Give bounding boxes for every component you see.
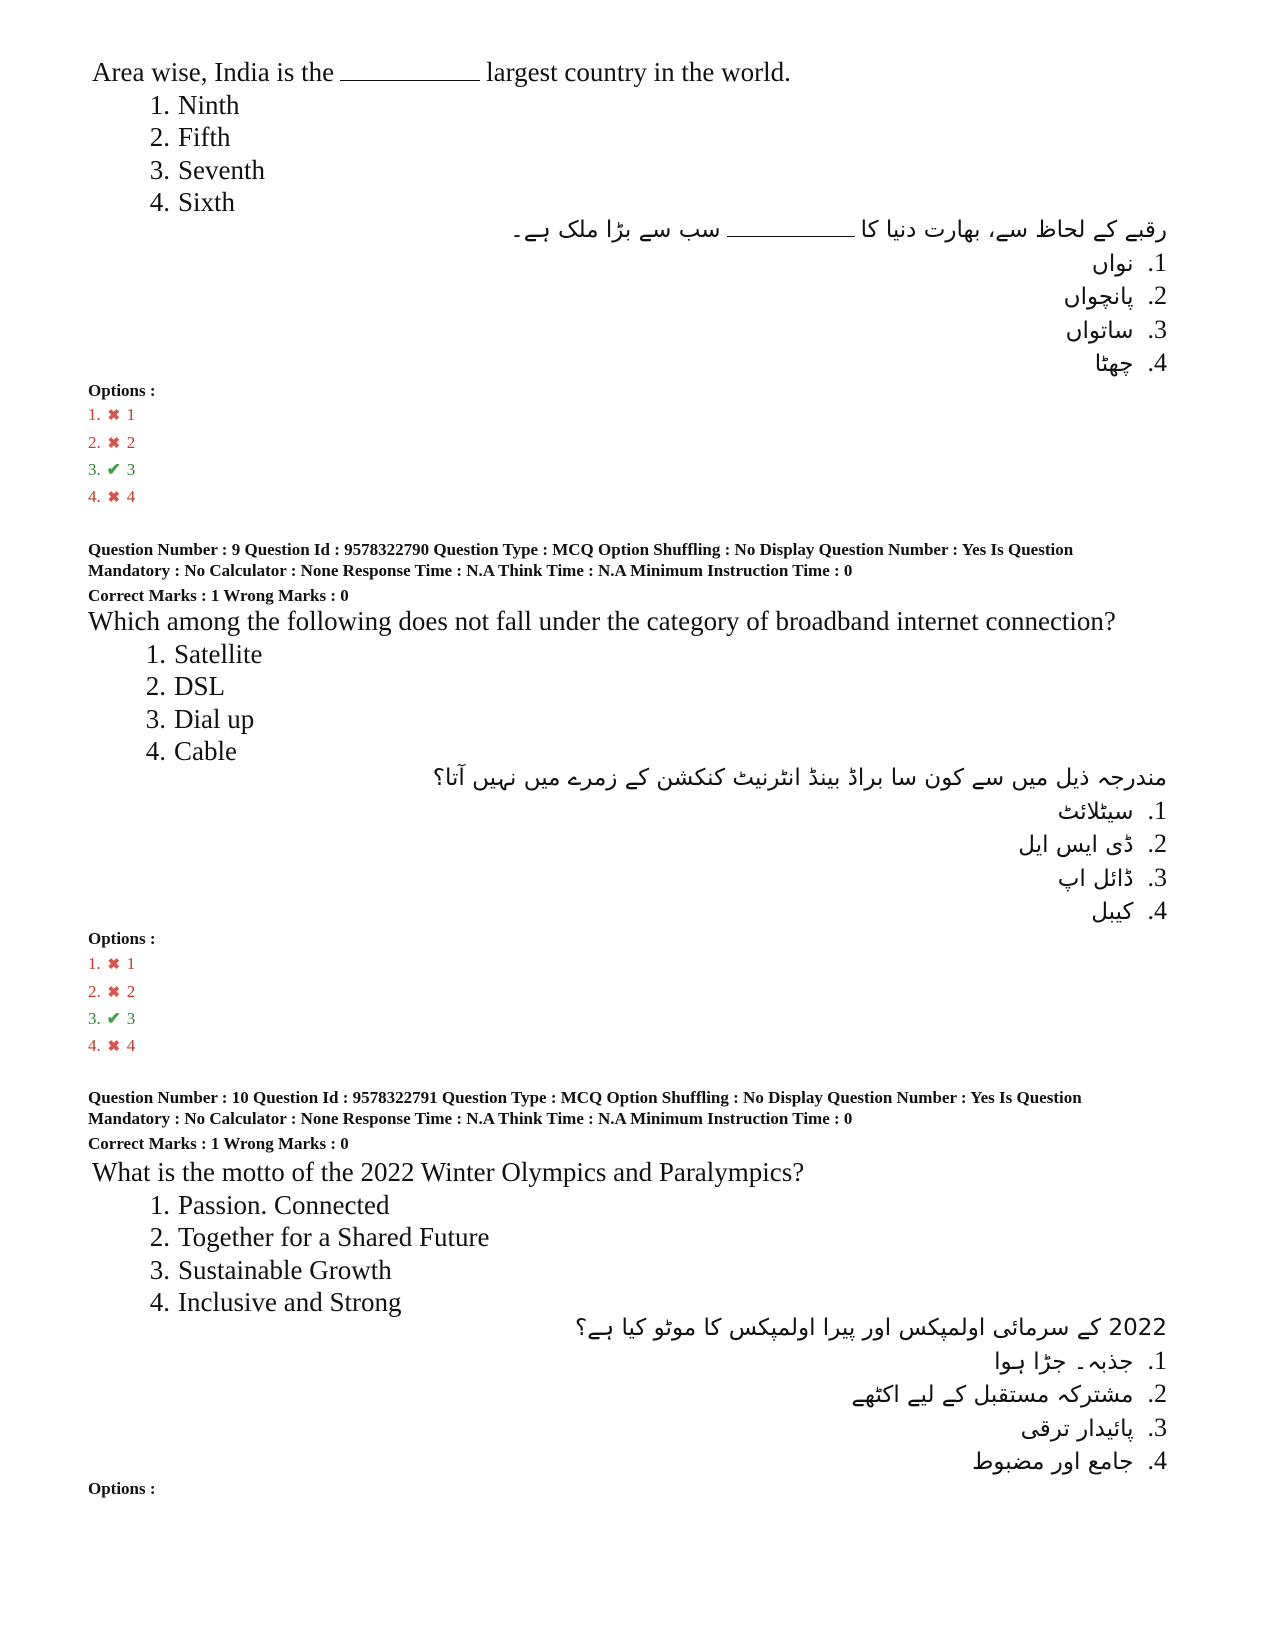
cross-icon: ✖	[107, 957, 121, 973]
list-item: 2.پانچواں	[1063, 281, 1167, 310]
answer-option: 2. ✖ 2	[88, 430, 135, 458]
list-item: 1. Ninth	[149, 89, 240, 120]
list-item: 3.ڈائل اپ	[1057, 862, 1167, 892]
fill-blank	[727, 218, 855, 237]
list-item: 4. Inclusive and Strong	[149, 1287, 402, 1317]
q8-urdu-options	[510, 247, 1167, 381]
check-icon: ✔	[106, 1009, 121, 1028]
list-item: 3. Seventh	[149, 154, 265, 185]
list-item: 2.ڈی ایس ایل	[1018, 829, 1167, 858]
answer-option-correct: 3. ✔ 3	[88, 457, 135, 484]
answer-option: 4. ✖ 4	[88, 484, 135, 512]
list-item: 3.پائیدار ترقی	[1020, 1412, 1167, 1442]
q9-options-label: Options :	[88, 929, 156, 948]
list-item: 4.کیبل	[1091, 896, 1167, 925]
answer-option: 2. ✖ 2	[88, 979, 135, 1007]
list-item: 2.مشترکہ مستقبل کے لیے اکٹھے	[851, 1379, 1167, 1408]
check-icon: ✔	[106, 460, 121, 479]
q8-answer-key	[88, 402, 135, 511]
answer-option: 1. ✖ 1	[88, 402, 135, 430]
list-item: 2. Fifth	[149, 122, 231, 152]
list-item: 4.چھٹا	[1094, 348, 1167, 377]
list-item: 3.ساتواں	[1065, 314, 1167, 344]
q10-urdu-stem: 2022 کے سرمائی اولمپکس اور پیرا اولمپکس کا موٹو کیا ہے؟	[574, 1315, 1167, 1341]
answer-option-correct: 3. ✔ 3	[88, 1006, 135, 1033]
list-item: 1.جذبہ۔ جڑا ہوا	[994, 1345, 1167, 1375]
cross-icon: ✖	[107, 408, 121, 424]
q8-options-label: Options :	[88, 381, 156, 400]
list-item: 2. Together for a Shared Future	[149, 1222, 490, 1252]
q8-english	[92, 56, 791, 219]
q9-marks: Correct Marks : 1 Wrong Marks : 0	[88, 586, 349, 605]
q8-english-stem: Area wise, India is the largest country in the world.	[92, 57, 791, 87]
fill-blank	[340, 60, 480, 81]
q10-urdu-options	[575, 1345, 1167, 1479]
q10-english-options	[92, 1189, 804, 1319]
list-item: 1. Satellite	[145, 638, 263, 669]
list-item: 4. Sixth	[149, 187, 236, 217]
cross-icon: ✖	[107, 1038, 121, 1055]
answer-option: 4. ✖ 4	[88, 1033, 135, 1061]
q10-english-stem: What is the motto of the 2022 Winter Olympics and Paralympics?	[92, 1157, 805, 1187]
q10-urdu	[575, 1312, 1167, 1479]
q9-answer-key	[88, 951, 135, 1060]
list-item: 2. DSL	[145, 671, 226, 701]
cross-icon: ✖	[107, 984, 121, 1001]
answer-option: 1. ✖ 1	[88, 951, 135, 979]
q10-metadata: Question Number : 10 Question Id : 9578322791 Question Type : MCQ Option Shuffling : No Display Question Number : Yes Is Question Mandatory : No Calculator : None Response Time : N.A Think Time : N.A Minimum Instruction Time : 0 Correct Marks : 1 Wrong Marks : 0	[88, 1087, 1198, 1154]
list-item: 3. Sustainable Growth	[149, 1254, 392, 1285]
q9-metadata: Question Number : 9 Question Id : 9578322790 Question Type : MCQ Option Shuffling : No Display Question Number : Yes Is Question Mandatory : No Calculator : None Response Time : N.A Think Time : N.A Minimum Instruction Time : 0 Correct Marks : 1 Wrong Marks : 0	[88, 539, 1198, 606]
q10-english	[92, 1156, 804, 1319]
q9-urdu	[433, 762, 1167, 929]
q8-english-options	[92, 89, 791, 219]
cross-icon: ✖	[107, 435, 121, 452]
q9-english-stem: Which among the following does not fall under the category of broadband internet connection?	[88, 606, 1116, 636]
q9-urdu-stem: مندرجہ ذیل میں سے کون سا براڈ بینڈ انٹرنیٹ کنکشن کے زمرے میں نہیں آتا؟	[432, 765, 1167, 791]
q9-english	[88, 605, 1116, 768]
q10-options-label: Options :	[88, 1479, 156, 1498]
list-item: 3. Dial up	[145, 703, 255, 734]
q9-urdu-options	[433, 795, 1167, 929]
list-item: 4.جامع اور مضبوط	[972, 1446, 1167, 1475]
q8-urdu	[510, 214, 1167, 381]
list-item: 1.نواں	[1091, 247, 1167, 277]
list-item: 1.سیٹلائٹ	[1057, 795, 1167, 825]
q10-marks: Correct Marks : 1 Wrong Marks : 0	[88, 1134, 349, 1153]
list-item: 4. Cable	[145, 736, 237, 766]
q8-urdu-stem: رقبے کے لحاظ سے، بھارت دنیا کاسب سے بڑا ملک ہے۔	[510, 217, 1167, 243]
list-item: 1. Passion. Connected	[149, 1189, 390, 1220]
cross-icon: ✖	[107, 489, 121, 506]
q9-english-options	[88, 638, 1116, 768]
